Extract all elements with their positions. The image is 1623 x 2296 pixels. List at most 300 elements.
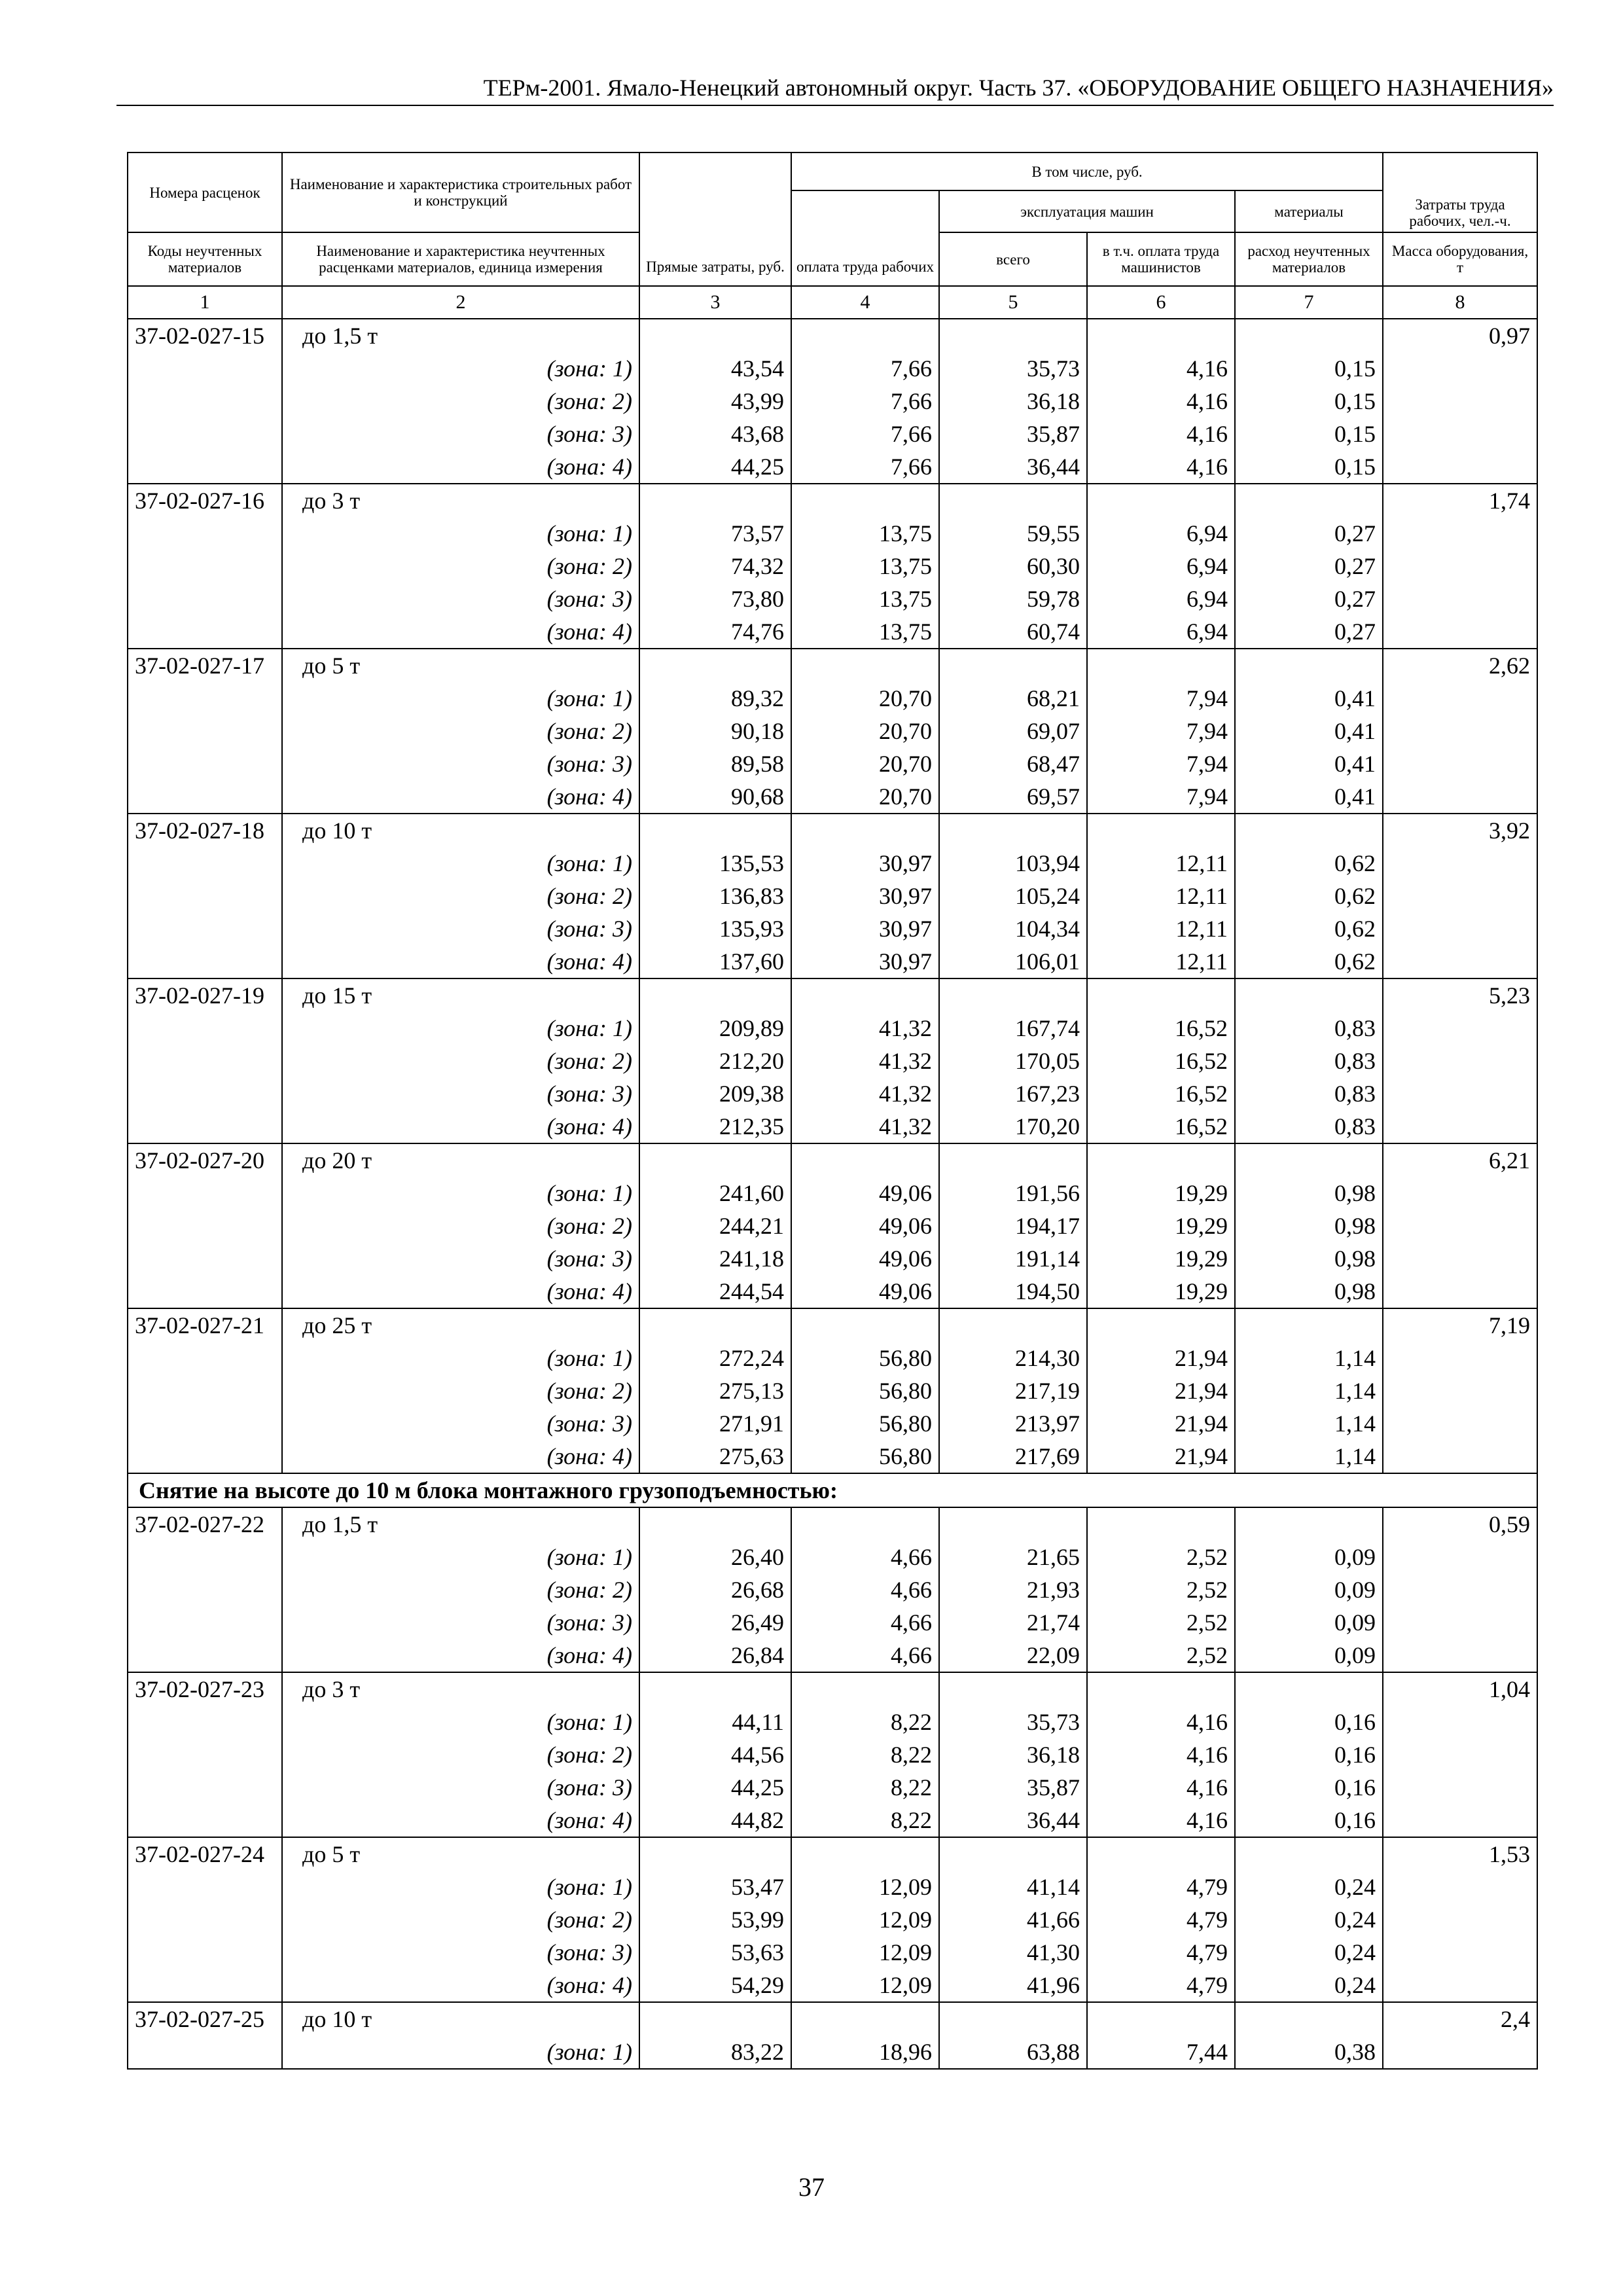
zone-row	[128, 1045, 1537, 1077]
direct-costs: 83,22	[639, 2036, 791, 2069]
header-machines-total: всего	[939, 232, 1087, 286]
rate-code: 37-02-027-22	[128, 1507, 282, 1541]
column-number: 1	[128, 286, 282, 319]
materials-cost: 0,98	[1235, 1177, 1383, 1210]
rate-row	[128, 1672, 1537, 1706]
empty-cell	[128, 1936, 282, 1969]
empty-cell	[791, 2002, 939, 2036]
machines-total: 21,93	[939, 1573, 1087, 1606]
empty-cell	[939, 319, 1087, 352]
machines-total: 41,14	[939, 1871, 1087, 1903]
machines-total: 69,57	[939, 780, 1087, 814]
materials-cost: 0,62	[1235, 847, 1383, 880]
materials-cost: 1,14	[1235, 1342, 1383, 1374]
empty-cell	[791, 1672, 939, 1706]
machines-total: 68,21	[939, 682, 1087, 715]
zone-label: (зона: 2)	[282, 1573, 639, 1606]
worker-pay: 56,80	[791, 1342, 939, 1374]
empty-cell	[1087, 978, 1235, 1012]
empty-cell	[128, 1242, 282, 1275]
machines-total: 69,07	[939, 715, 1087, 747]
zone-row	[128, 1374, 1537, 1407]
direct-costs: 90,68	[639, 780, 791, 814]
zone-row	[128, 1440, 1537, 1473]
zone-row	[128, 847, 1537, 880]
operator-pay: 21,94	[1087, 1374, 1235, 1407]
zone-label: (зона: 2)	[282, 1210, 639, 1242]
column-number: 7	[1235, 286, 1383, 319]
direct-costs: 74,76	[639, 615, 791, 649]
worker-pay: 13,75	[791, 517, 939, 550]
zone-label: (зона: 2)	[282, 1903, 639, 1936]
zone-label: (зона: 2)	[282, 1374, 639, 1407]
materials-cost: 1,14	[1235, 1440, 1383, 1473]
zone-row	[128, 945, 1537, 978]
zone-row	[128, 912, 1537, 945]
empty-cell	[1383, 1871, 1537, 1903]
empty-cell	[128, 615, 282, 649]
rate-row	[128, 814, 1537, 847]
rate-code: 37-02-027-16	[128, 484, 282, 517]
materials-cost: 0,98	[1235, 1210, 1383, 1242]
operator-pay: 4,79	[1087, 1969, 1235, 2002]
zone-label: (зона: 3)	[282, 1936, 639, 1969]
empty-cell	[128, 847, 282, 880]
labor-cost: 1,53	[1383, 1837, 1537, 1871]
rate-row	[128, 1507, 1537, 1541]
labor-cost: 1,04	[1383, 1672, 1537, 1706]
direct-costs: 53,63	[639, 1936, 791, 1969]
machines-total: 59,55	[939, 517, 1087, 550]
materials-cost: 0,15	[1235, 385, 1383, 418]
empty-cell	[128, 1706, 282, 1738]
zone-label: (зона: 3)	[282, 1407, 639, 1440]
rate-row	[128, 2002, 1537, 2036]
materials-cost: 0,09	[1235, 1573, 1383, 1606]
operator-pay: 16,52	[1087, 1045, 1235, 1077]
zone-label: (зона: 2)	[282, 550, 639, 583]
operator-pay: 21,94	[1087, 1342, 1235, 1374]
worker-pay: 8,22	[791, 1738, 939, 1771]
zone-label: (зона: 3)	[282, 1242, 639, 1275]
zone-row	[128, 1407, 1537, 1440]
zone-row	[128, 1177, 1537, 1210]
machines-total: 36,18	[939, 1738, 1087, 1771]
empty-cell	[639, 978, 791, 1012]
empty-cell	[1235, 1143, 1383, 1177]
operator-pay: 16,52	[1087, 1110, 1235, 1143]
machines-total: 60,74	[939, 615, 1087, 649]
zone-label: (зона: 4)	[282, 1275, 639, 1308]
operator-pay: 4,16	[1087, 1738, 1235, 1771]
rate-name: до 20 т	[282, 1143, 639, 1177]
empty-cell	[1235, 1507, 1383, 1541]
operator-pay: 21,94	[1087, 1407, 1235, 1440]
column-number: 6	[1087, 286, 1235, 319]
materials-cost: 0,41	[1235, 780, 1383, 814]
header-labor-costs: Затраты труда рабочих, чел.-ч.	[1383, 152, 1537, 232]
machines-total: 35,87	[939, 418, 1087, 450]
machines-total: 41,96	[939, 1969, 1087, 2002]
zone-row	[128, 1639, 1537, 1672]
empty-cell	[1383, 682, 1537, 715]
zone-row	[128, 352, 1537, 385]
empty-cell	[128, 1903, 282, 1936]
direct-costs: 73,57	[639, 517, 791, 550]
direct-costs: 272,24	[639, 1342, 791, 1374]
empty-cell	[128, 1374, 282, 1407]
zone-label: (зона: 3)	[282, 1077, 639, 1110]
materials-cost: 0,41	[1235, 715, 1383, 747]
empty-cell	[1383, 517, 1537, 550]
operator-pay: 12,11	[1087, 912, 1235, 945]
materials-cost: 0,83	[1235, 1012, 1383, 1045]
empty-cell	[128, 1871, 282, 1903]
materials-cost: 0,24	[1235, 1936, 1383, 1969]
empty-cell	[791, 814, 939, 847]
direct-costs: 54,29	[639, 1969, 791, 2002]
zone-label: (зона: 1)	[282, 682, 639, 715]
materials-cost: 0,27	[1235, 550, 1383, 583]
direct-costs: 212,20	[639, 1045, 791, 1077]
column-number: 5	[939, 286, 1087, 319]
operator-pay: 12,11	[1087, 847, 1235, 880]
worker-pay: 49,06	[791, 1177, 939, 1210]
zone-row	[128, 1110, 1537, 1143]
zone-label: (зона: 4)	[282, 1804, 639, 1837]
empty-cell	[791, 1143, 939, 1177]
empty-cell	[1383, 1045, 1537, 1077]
operator-pay: 4,16	[1087, 352, 1235, 385]
zone-label: (зона: 1)	[282, 1012, 639, 1045]
worker-pay: 4,66	[791, 1639, 939, 1672]
header-direct-costs: Прямые затраты, руб.	[639, 152, 791, 286]
zone-label: (зона: 4)	[282, 1639, 639, 1672]
labor-cost: 2,62	[1383, 649, 1537, 682]
rate-row	[128, 978, 1537, 1012]
operator-pay: 19,29	[1087, 1275, 1235, 1308]
worker-pay: 12,09	[791, 1969, 939, 2002]
column-number: 3	[639, 286, 791, 319]
rate-name: до 15 т	[282, 978, 639, 1012]
direct-costs: 271,91	[639, 1407, 791, 1440]
worker-pay: 30,97	[791, 945, 939, 978]
operator-pay: 2,52	[1087, 1606, 1235, 1639]
zone-row	[128, 682, 1537, 715]
direct-costs: 26,49	[639, 1606, 791, 1639]
worker-pay: 41,32	[791, 1045, 939, 1077]
materials-cost: 1,14	[1235, 1374, 1383, 1407]
empty-cell	[128, 1606, 282, 1639]
machines-total: 213,97	[939, 1407, 1087, 1440]
empty-cell	[128, 1804, 282, 1837]
zone-label: (зона: 1)	[282, 847, 639, 880]
machines-total: 106,01	[939, 945, 1087, 978]
materials-cost: 0,83	[1235, 1110, 1383, 1143]
zone-label: (зона: 1)	[282, 1871, 639, 1903]
operator-pay: 7,94	[1087, 780, 1235, 814]
empty-cell	[128, 583, 282, 615]
header-material-names: Наименование и характеристика неучтенных расценками материалов, единица измерения	[282, 232, 639, 286]
zone-label: (зона: 1)	[282, 352, 639, 385]
rate-row	[128, 1837, 1537, 1871]
zone-row	[128, 418, 1537, 450]
labor-cost: 0,59	[1383, 1507, 1537, 1541]
direct-costs: 275,13	[639, 1374, 791, 1407]
empty-cell	[939, 1308, 1087, 1342]
zone-label: (зона: 3)	[282, 912, 639, 945]
column-number: 2	[282, 286, 639, 319]
empty-cell	[1383, 1804, 1537, 1837]
header-rule	[116, 105, 1554, 106]
empty-cell	[791, 978, 939, 1012]
rate-code: 37-02-027-19	[128, 978, 282, 1012]
empty-cell	[1383, 847, 1537, 880]
operator-pay: 16,52	[1087, 1077, 1235, 1110]
empty-cell	[1383, 880, 1537, 912]
rates-table-body	[128, 152, 1537, 2069]
worker-pay: 30,97	[791, 880, 939, 912]
empty-cell	[128, 1771, 282, 1804]
empty-cell	[1087, 1507, 1235, 1541]
operator-pay: 19,29	[1087, 1177, 1235, 1210]
empty-cell	[791, 484, 939, 517]
empty-cell	[128, 945, 282, 978]
empty-cell	[128, 1541, 282, 1573]
materials-cost: 0,38	[1235, 2036, 1383, 2069]
empty-cell	[639, 319, 791, 352]
empty-cell	[1383, 450, 1537, 484]
worker-pay: 49,06	[791, 1242, 939, 1275]
zone-label: (зона: 2)	[282, 715, 639, 747]
empty-cell	[128, 747, 282, 780]
empty-cell	[1235, 978, 1383, 1012]
direct-costs: 244,21	[639, 1210, 791, 1242]
worker-pay: 56,80	[791, 1374, 939, 1407]
worker-pay: 20,70	[791, 747, 939, 780]
empty-cell	[639, 484, 791, 517]
zone-label: (зона: 1)	[282, 517, 639, 550]
zone-label: (зона: 2)	[282, 1045, 639, 1077]
machines-total: 60,30	[939, 550, 1087, 583]
empty-cell	[1383, 418, 1537, 450]
empty-cell	[128, 1738, 282, 1771]
labor-cost: 2,4	[1383, 2002, 1537, 2036]
zone-row	[128, 715, 1537, 747]
zone-label: (зона: 3)	[282, 418, 639, 450]
zone-row	[128, 1541, 1537, 1573]
zone-label: (зона: 4)	[282, 1440, 639, 1473]
zone-label: (зона: 4)	[282, 615, 639, 649]
materials-cost: 0,27	[1235, 583, 1383, 615]
operator-pay: 6,94	[1087, 615, 1235, 649]
empty-cell	[1383, 1110, 1537, 1143]
empty-cell	[128, 418, 282, 450]
machines-total: 191,56	[939, 1177, 1087, 1210]
machines-total: 35,73	[939, 352, 1087, 385]
materials-cost: 0,41	[1235, 747, 1383, 780]
worker-pay: 13,75	[791, 550, 939, 583]
worker-pay: 20,70	[791, 682, 939, 715]
materials-cost: 0,27	[1235, 615, 1383, 649]
zone-row	[128, 1342, 1537, 1374]
empty-cell	[128, 1342, 282, 1374]
direct-costs: 135,93	[639, 912, 791, 945]
empty-cell	[1235, 2002, 1383, 2036]
zone-row	[128, 385, 1537, 418]
worker-pay: 41,32	[791, 1077, 939, 1110]
empty-cell	[128, 1969, 282, 2002]
materials-cost: 0,24	[1235, 1969, 1383, 2002]
empty-cell	[1383, 1903, 1537, 1936]
empty-cell	[1235, 1837, 1383, 1871]
zone-row	[128, 1012, 1537, 1045]
materials-cost: 0,83	[1235, 1045, 1383, 1077]
operator-pay: 21,94	[1087, 1440, 1235, 1473]
direct-costs: 43,99	[639, 385, 791, 418]
worker-pay: 7,66	[791, 450, 939, 484]
empty-cell	[1383, 1210, 1537, 1242]
zone-row	[128, 1706, 1537, 1738]
machines-total: 22,09	[939, 1639, 1087, 1672]
empty-cell	[128, 450, 282, 484]
operator-pay: 4,79	[1087, 1936, 1235, 1969]
machines-total: 194,50	[939, 1275, 1087, 1308]
machines-total: 105,24	[939, 880, 1087, 912]
labor-cost: 7,19	[1383, 1308, 1537, 1342]
empty-cell	[128, 517, 282, 550]
empty-cell	[1383, 1177, 1537, 1210]
machines-total: 214,30	[939, 1342, 1087, 1374]
worker-pay: 49,06	[791, 1210, 939, 1242]
worker-pay: 8,22	[791, 1804, 939, 1837]
worker-pay: 7,66	[791, 418, 939, 450]
empty-cell	[1383, 583, 1537, 615]
empty-cell	[1383, 945, 1537, 978]
direct-costs: 137,60	[639, 945, 791, 978]
materials-cost: 0,16	[1235, 1804, 1383, 1837]
empty-cell	[1383, 1374, 1537, 1407]
machines-total: 35,73	[939, 1706, 1087, 1738]
machines-total: 191,14	[939, 1242, 1087, 1275]
section-row	[128, 1473, 1537, 1507]
direct-costs: 44,82	[639, 1804, 791, 1837]
rate-code: 37-02-027-23	[128, 1672, 282, 1706]
empty-cell	[639, 814, 791, 847]
labor-cost: 1,74	[1383, 484, 1537, 517]
empty-cell	[128, 1177, 282, 1210]
materials-cost: 0,24	[1235, 1903, 1383, 1936]
header-machine-operation: эксплуатация машин	[939, 190, 1235, 232]
operator-pay: 2,52	[1087, 1573, 1235, 1606]
page-number: 37	[798, 2172, 825, 2202]
empty-cell	[1383, 1639, 1537, 1672]
materials-cost: 0,15	[1235, 352, 1383, 385]
operator-pay: 2,52	[1087, 1541, 1235, 1573]
zone-label: (зона: 4)	[282, 450, 639, 484]
zone-label: (зона: 1)	[282, 1342, 639, 1374]
direct-costs: 44,56	[639, 1738, 791, 1771]
worker-pay: 13,75	[791, 583, 939, 615]
worker-pay: 7,66	[791, 385, 939, 418]
machines-total: 36,18	[939, 385, 1087, 418]
empty-cell	[1235, 484, 1383, 517]
empty-cell	[1383, 912, 1537, 945]
operator-pay: 7,94	[1087, 715, 1235, 747]
direct-costs: 43,54	[639, 352, 791, 385]
empty-cell	[1383, 1738, 1537, 1771]
empty-cell	[1383, 1936, 1537, 1969]
empty-cell	[128, 682, 282, 715]
empty-cell	[128, 1573, 282, 1606]
header-equipment-mass: Масса оборудования, т	[1383, 232, 1537, 286]
worker-pay: 8,22	[791, 1771, 939, 1804]
machines-total: 41,30	[939, 1936, 1087, 1969]
machines-total: 35,87	[939, 1771, 1087, 1804]
empty-cell	[128, 1407, 282, 1440]
empty-cell	[1383, 715, 1537, 747]
empty-cell	[639, 1837, 791, 1871]
operator-pay: 4,79	[1087, 1871, 1235, 1903]
empty-cell	[639, 1507, 791, 1541]
rate-code: 37-02-027-21	[128, 1308, 282, 1342]
header-material-codes: Коды неучтенных материалов	[128, 232, 282, 286]
zone-row	[128, 1573, 1537, 1606]
empty-cell	[1383, 1342, 1537, 1374]
worker-pay: 56,80	[791, 1440, 939, 1473]
empty-cell	[1383, 1969, 1537, 2002]
materials-cost: 0,24	[1235, 1871, 1383, 1903]
empty-cell	[939, 484, 1087, 517]
direct-costs: 89,32	[639, 682, 791, 715]
direct-costs: 209,89	[639, 1012, 791, 1045]
operator-pay: 7,94	[1087, 682, 1235, 715]
zone-label: (зона: 2)	[282, 1738, 639, 1771]
empty-cell	[1235, 1308, 1383, 1342]
operator-pay: 4,16	[1087, 385, 1235, 418]
rate-name: до 3 т	[282, 1672, 639, 1706]
empty-cell	[1383, 1077, 1537, 1110]
empty-cell	[791, 319, 939, 352]
worker-pay: 30,97	[791, 912, 939, 945]
zone-label: (зона: 3)	[282, 583, 639, 615]
machines-total: 36,44	[939, 1804, 1087, 1837]
operator-pay: 4,16	[1087, 1771, 1235, 1804]
empty-cell	[1383, 1440, 1537, 1473]
machines-total: 21,65	[939, 1541, 1087, 1573]
materials-cost: 0,62	[1235, 912, 1383, 945]
machines-total: 167,74	[939, 1012, 1087, 1045]
worker-pay: 49,06	[791, 1275, 939, 1308]
zone-label: (зона: 1)	[282, 1177, 639, 1210]
zone-label: (зона: 4)	[282, 945, 639, 978]
empty-cell	[1383, 747, 1537, 780]
direct-costs: 241,60	[639, 1177, 791, 1210]
empty-cell	[128, 1045, 282, 1077]
empty-cell	[1383, 352, 1537, 385]
zone-row	[128, 1275, 1537, 1308]
zone-label: (зона: 3)	[282, 747, 639, 780]
operator-pay: 4,16	[1087, 450, 1235, 484]
empty-cell	[1087, 484, 1235, 517]
worker-pay: 12,09	[791, 1903, 939, 1936]
operator-pay: 6,94	[1087, 550, 1235, 583]
operator-pay: 16,52	[1087, 1012, 1235, 1045]
empty-cell	[128, 715, 282, 747]
rate-name: до 3 т	[282, 484, 639, 517]
rate-name: до 25 т	[282, 1308, 639, 1342]
zone-row	[128, 880, 1537, 912]
